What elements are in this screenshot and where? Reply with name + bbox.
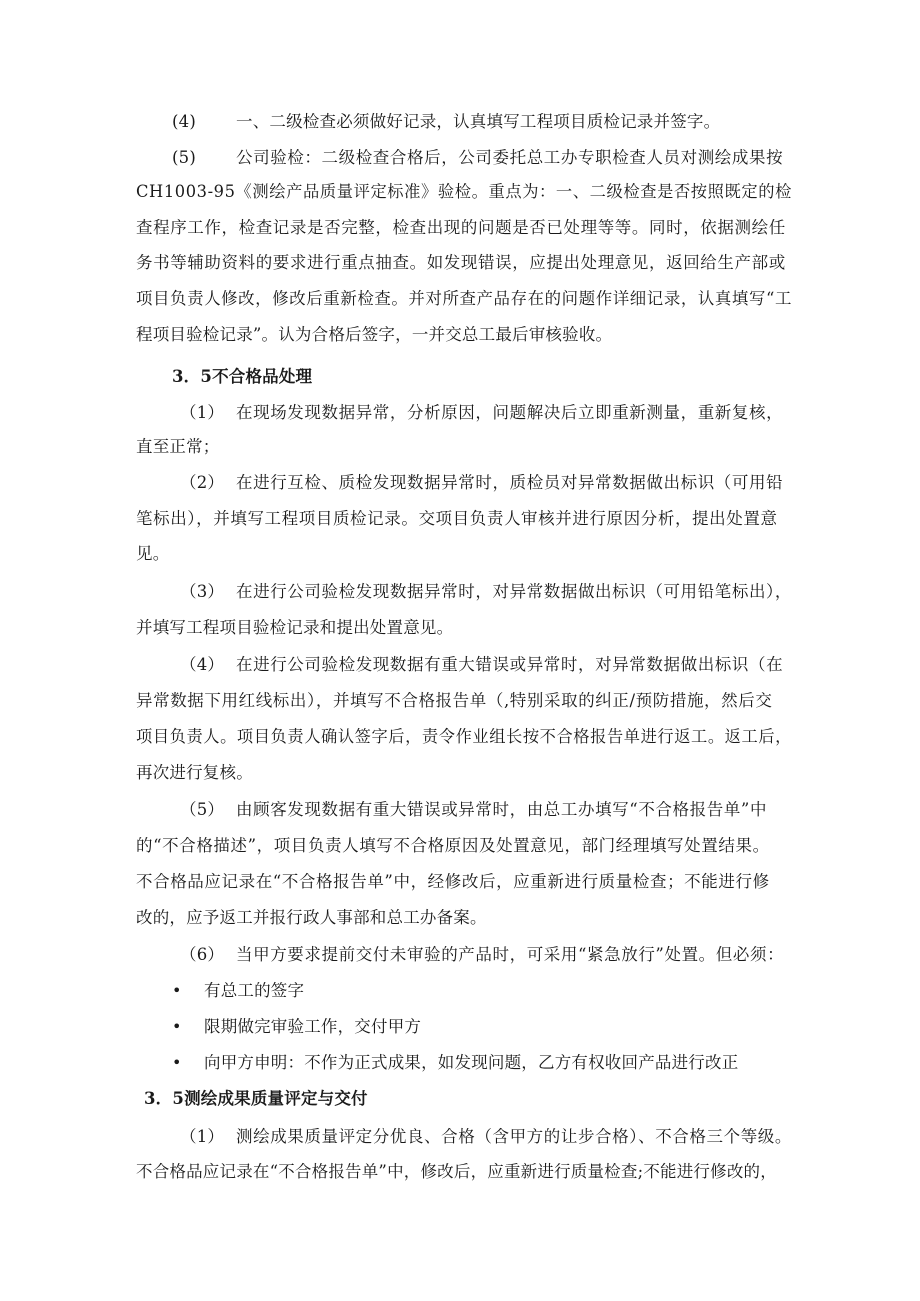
paragraph-line: 查程序工作，检查记录是否完整，检查出现的问题是否已处理等等。同时，依据测绘任 (136, 218, 786, 237)
line-text: 在进行公司验检发现数据有重大错误或异常时，对异常数据做出标识（在 (236, 655, 784, 674)
section-number: 3．5 (144, 1089, 185, 1108)
item-number: （5） (180, 800, 225, 819)
item-number: （6） (180, 945, 225, 964)
line-text: 在进行公司验检发现数据异常时，对异常数据做出标识（可用铅笔标出）， (235, 582, 793, 601)
paragraph-line (180, 945, 784, 965)
paragraph-line: 项目负责人。项目负责人确认签字后，责令作业组长按不合格报告单进行返工。返工后， (136, 727, 792, 746)
paragraph-line: 异常数据下用红线标出），并填写不合格报告单（,特别采取的纠正/预防措施，然后交 (136, 691, 773, 710)
paragraph-line (172, 112, 720, 132)
paragraph-line: 笔标出），并填写工程项目质检记录。交项目负责人审核并进行原因分析，提出处置意 (136, 509, 778, 528)
paragraph-line (180, 403, 783, 423)
item-number: （4） (180, 655, 225, 674)
paragraph-line (180, 655, 783, 675)
item-number: （3） (180, 582, 225, 601)
paragraph-line: 的“不合格描述”，项目负责人填写不合格原因及处置意见，部门经理填写处置结果。 (136, 836, 770, 855)
paragraph-line: 不合格品应记录在“不合格报告单”中，修改后，应重新进行质量检查;不能进行修改的， (136, 1162, 777, 1181)
paragraph-line (180, 800, 767, 820)
line-text: 由顾客发现数据有重大错误或异常时，由总工办填写“不合格报告单”中 (236, 800, 768, 819)
bullet-icon: • (172, 1017, 182, 1036)
list-item: 向甲方申明：不作为正式成果，如发现问题，乙方有权收回产品进行改正 (204, 1053, 739, 1072)
section-title: 测绘成果质量评定与交付 (184, 1089, 368, 1108)
section-number: 3．5 (172, 367, 213, 386)
item-number: （1） (180, 403, 225, 422)
list-item: 限期做完审验工作，交付甲方 (204, 1017, 422, 1036)
paragraph-line: 改的，应予返工并报行政人事部和总工办备案。 (136, 908, 487, 927)
paragraph-line: 直至正常； (136, 437, 220, 456)
paragraph-line: 再次进行复核。 (136, 763, 253, 782)
paragraph-line: 并填写工程项目验检记录和提出处置意见。 (136, 618, 454, 637)
paragraph-line: 不合格品应记录在“不合格报告单”中，经修改后，应重新进行质量检查；不能进行修 (136, 872, 770, 891)
item-number: （2） (180, 473, 225, 492)
line-text: 在现场发现数据异常，分析原因，问题解决后立即重新测量，重新复核， (236, 403, 784, 422)
line-text: 测绘成果质量评定分优良、合格（含甲方的让步合格）、不合格三个等级。 (235, 1127, 793, 1146)
section-title: 不合格品处理 (212, 367, 313, 386)
paragraph-line (172, 148, 783, 168)
paragraph-line: 见。 (136, 544, 170, 563)
paragraph-line (180, 473, 783, 493)
list-item: 有总工的签字 (204, 981, 305, 1000)
paragraph-line: 项目负责人修改，修改后重新检查。并对所查产品存在的问题作详细记录，认真填写“工 (136, 289, 793, 308)
paragraph-line: 程项目验检记录”。认为合格后签字，一并交总工最后审核验收。 (136, 325, 613, 344)
paragraph-line (180, 1127, 792, 1147)
paragraph-line (180, 582, 792, 602)
item-number: （1） (180, 1127, 225, 1146)
item-number: (4) (172, 112, 196, 131)
section-heading (144, 1089, 368, 1109)
line-text: 公司验检：二级检查合格后，公司委托总工办专职检查人员对测绘成果按 (236, 148, 784, 167)
item-number: (5) (172, 148, 196, 167)
bullet-icon: • (172, 1053, 182, 1072)
paragraph-line: CH1003-95《测绘产品质量评定标准》验检。重点为：一、二级检查是否按照既定的检 (136, 182, 792, 201)
bullet-icon: • (172, 981, 182, 1000)
line-text: 当甲方要求提前交付未审验的产品时，可采用“紧急放行”处置。但必须： (236, 945, 785, 964)
line-text: 一、二级检查必须做好记录，认真填写工程项目质检记录并签字。 (236, 112, 721, 131)
paragraph-line: 务书等辅助资料的要求进行重点抽查。如发现错误，应提出处理意见，返回给生产部或 (136, 253, 786, 272)
line-text: 在进行互检、质检发现数据异常时，质检员对异常数据做出标识（可用铅 (236, 473, 784, 492)
section-heading (172, 367, 312, 387)
